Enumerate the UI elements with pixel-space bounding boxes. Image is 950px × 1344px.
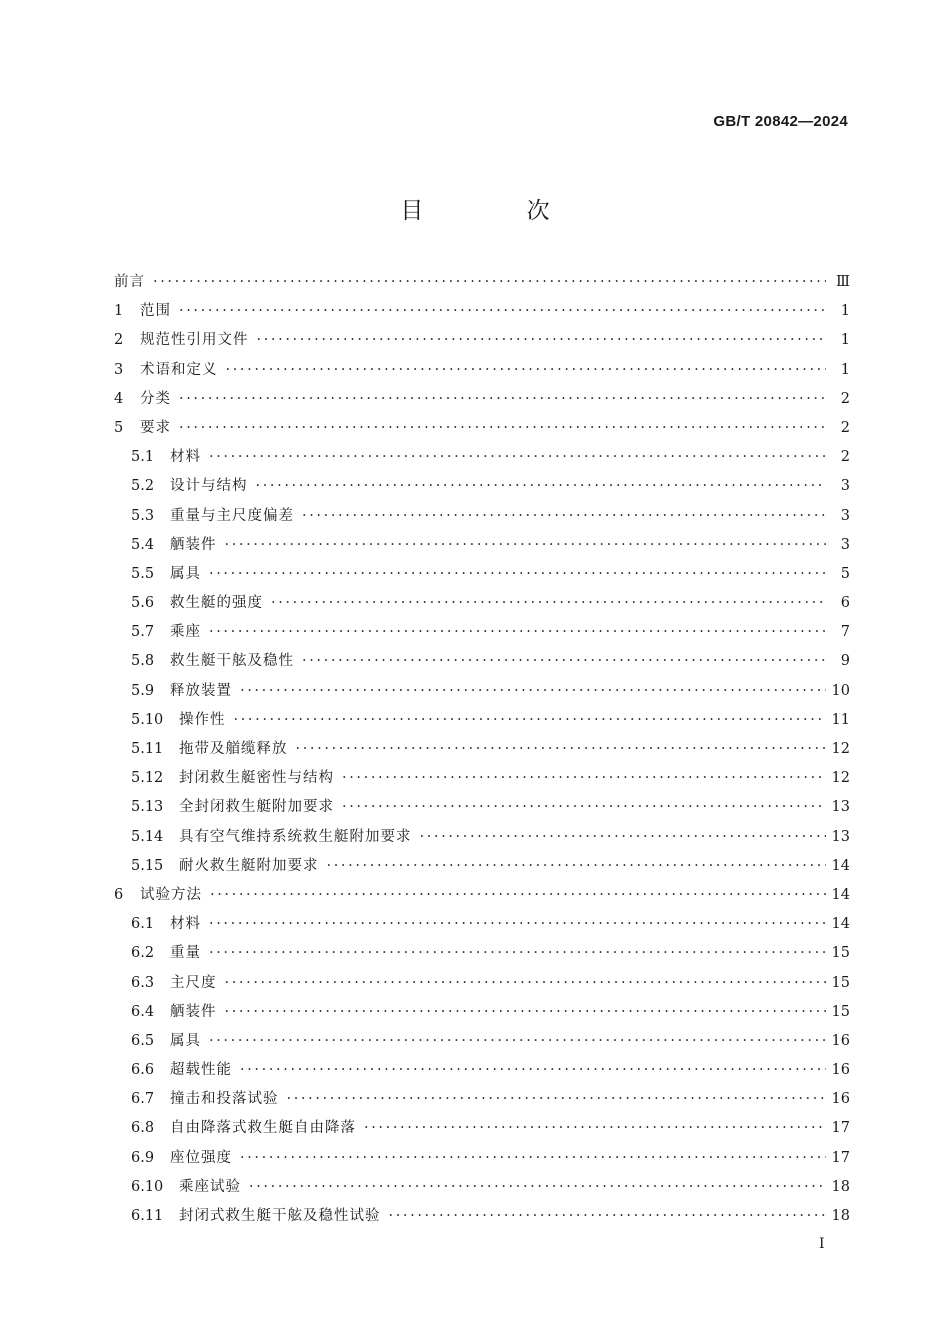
toc-dot-leader — [327, 858, 826, 874]
toc-entry-page: 3 — [840, 536, 850, 553]
toc-entry-page: 15 — [831, 1003, 850, 1020]
toc-entry-title: 乘座 — [170, 624, 201, 641]
toc-entry-page: 12 — [831, 770, 850, 787]
toc-dot-leader — [302, 653, 826, 669]
toc-entry[interactable] — [114, 1087, 850, 1116]
toc-entry-page: 2 — [840, 449, 850, 466]
toc-entry-title: 全封闭救生艇附加要求 — [179, 799, 334, 816]
toc-entry-title: 乘座试验 — [179, 1178, 241, 1195]
toc-list — [114, 270, 850, 1233]
toc-entry-number: 5.10 — [131, 711, 164, 728]
toc-entry-title: 撞击和投落试验 — [170, 1091, 279, 1108]
toc-dot-leader — [342, 799, 826, 815]
toc-entry-title: 具有空气维持系统救生艇附加要求 — [179, 828, 412, 845]
toc-entry-number: 2 — [114, 332, 124, 349]
toc-entry-page: 2 — [840, 419, 850, 436]
toc-entry-number: 6.10 — [131, 1178, 164, 1195]
toc-entry-page: 6 — [840, 595, 850, 612]
toc-entry-title: 要求 — [140, 419, 171, 436]
toc-dot-leader — [342, 770, 826, 786]
toc-entry-page: 18 — [831, 1178, 850, 1195]
toc-entry-page: 1 — [840, 361, 850, 378]
toc-dot-leader — [364, 1120, 826, 1136]
toc-entry-page: 16 — [831, 1062, 850, 1079]
toc-dot-leader — [240, 1150, 826, 1166]
toc-dot-leader — [389, 1208, 826, 1224]
toc-entry[interactable] — [114, 620, 850, 649]
toc-entry[interactable] — [114, 708, 850, 737]
toc-entry[interactable] — [114, 533, 850, 562]
toc-entry-page: 17 — [831, 1120, 850, 1137]
toc-entry[interactable] — [114, 1146, 850, 1175]
toc-entry-number: 5.6 — [131, 595, 155, 612]
toc-entry-page: 12 — [831, 741, 850, 757]
toc-entry-page: 14 — [831, 857, 850, 874]
toc-dot-leader — [302, 508, 826, 524]
toc-dot-leader — [209, 916, 826, 932]
toc-entry-title: 封闭救生艇密性与结构 — [179, 770, 334, 787]
toc-entry-number: 5.14 — [131, 828, 164, 845]
toc-entry-page: 18 — [831, 1208, 850, 1224]
toc-entry-title: 救生艇的强度 — [170, 595, 263, 612]
toc-entry-title: 舾装件 — [170, 1003, 217, 1020]
toc-entry[interactable] — [114, 679, 850, 708]
toc-entry-title: 材料 — [170, 916, 201, 933]
toc-entry-title: 范围 — [140, 303, 171, 320]
toc-entry[interactable] — [114, 416, 850, 445]
toc-entry-title: 释放装置 — [170, 682, 232, 699]
toc-entry-number: 6 — [114, 886, 124, 903]
toc-entry-number: 4 — [114, 390, 124, 407]
toc-entry[interactable] — [114, 941, 850, 970]
toc-entry-title: 操作性 — [179, 711, 226, 728]
toc-entry-number: 6.1 — [131, 916, 155, 933]
toc-entry-number: 1 — [114, 303, 124, 320]
toc-entry[interactable] — [114, 883, 850, 912]
toc-entry-page: 17 — [831, 1149, 850, 1166]
toc-entry[interactable] — [114, 504, 850, 533]
toc-entry-title: 重量与主尺度偏差 — [170, 507, 294, 524]
toc-dot-leader — [209, 1033, 826, 1049]
toc-entry-number: 5.5 — [131, 565, 155, 582]
toc-entry-number: 5.7 — [131, 624, 155, 641]
toc-entry[interactable] — [114, 766, 850, 795]
toc-entry[interactable] — [114, 1116, 850, 1145]
toc-entry-number: 5.4 — [131, 536, 155, 553]
toc-entry[interactable] — [114, 795, 850, 824]
toc-dot-leader — [209, 449, 826, 465]
toc-entry[interactable] — [114, 1058, 850, 1087]
toc-entry-number: 6.7 — [131, 1091, 155, 1108]
toc-entry[interactable] — [114, 1204, 850, 1233]
toc-entry-title: 术语和定义 — [140, 361, 218, 378]
toc-entry-title: 座位强度 — [170, 1149, 232, 1166]
toc-dot-leader — [234, 712, 826, 728]
toc-dot-leader — [240, 683, 826, 699]
toc-entry-page: 16 — [831, 1091, 850, 1108]
toc-entry-title: 前言 — [114, 274, 145, 290]
toc-entry-title: 主尺度 — [170, 974, 217, 991]
toc-entry[interactable] — [114, 299, 850, 328]
toc-entry[interactable] — [114, 270, 850, 299]
toc-dot-leader — [225, 1004, 826, 1020]
toc-entry-title: 封闭式救生艇干舷及稳性试验 — [179, 1208, 381, 1224]
toc-entry-title: 试验方法 — [140, 886, 202, 903]
toc-entry-number: 5.2 — [131, 478, 155, 495]
toc-entry-number: 5.13 — [131, 799, 164, 816]
toc-entry-number: 6.5 — [131, 1032, 155, 1049]
toc-entry-title: 属具 — [170, 1032, 201, 1049]
toc-entry-number: 6.8 — [131, 1120, 155, 1137]
toc-dot-leader — [210, 887, 826, 903]
toc-entry[interactable] — [114, 854, 850, 883]
toc-entry-page: 16 — [831, 1032, 850, 1049]
toc-entry-title: 救生艇干舷及稳性 — [170, 653, 294, 670]
toc-entry-page: 15 — [831, 945, 850, 962]
toc-entry-page: 10 — [831, 682, 850, 699]
toc-entry-title: 材料 — [170, 449, 201, 466]
toc-entry[interactable] — [114, 737, 850, 766]
toc-entry[interactable] — [114, 562, 850, 591]
toc-entry-page: 3 — [840, 507, 850, 524]
toc-entry-page: 5 — [840, 565, 850, 582]
toc-entry-number: 5.8 — [131, 653, 155, 670]
toc-entry-page: 3 — [840, 478, 850, 495]
toc-entry-page: 2 — [840, 390, 850, 407]
toc-entry-number: 6.11 — [131, 1208, 164, 1224]
toc-entry-page: 11 — [831, 711, 850, 728]
toc-entry-number: 5.15 — [131, 857, 164, 874]
toc-dot-leader — [257, 332, 827, 348]
toc-entry[interactable] — [114, 825, 850, 854]
toc-entry-number: 5.11 — [131, 741, 164, 757]
toc-dot-leader — [296, 741, 826, 757]
toc-dot-leader — [287, 1091, 826, 1107]
toc-entry-number: 6.4 — [131, 1003, 155, 1020]
toc-entry-page: 14 — [831, 886, 850, 903]
toc-entry-page: 7 — [840, 624, 850, 641]
toc-entry-title: 耐火救生艇附加要求 — [179, 857, 319, 874]
toc-entry[interactable] — [114, 474, 850, 503]
toc-dot-leader — [153, 274, 826, 290]
toc-entry-title: 分类 — [140, 390, 171, 407]
toc-entry[interactable] — [114, 912, 850, 941]
standard-code: GB/T 20842—2024 — [713, 113, 848, 130]
page-number: I — [819, 1236, 825, 1252]
toc-dot-leader — [209, 624, 826, 640]
toc-entry-page: 13 — [831, 828, 850, 845]
toc-entry-number: 5.9 — [131, 682, 155, 699]
toc-entry-number: 6.6 — [131, 1062, 155, 1079]
toc-entry-title: 自由降落式救生艇自由降落 — [170, 1120, 356, 1137]
toc-entry[interactable] — [114, 591, 850, 620]
toc-entry-page: 13 — [831, 799, 850, 816]
toc-entry[interactable] — [114, 1000, 850, 1029]
toc-entry-page: 1 — [840, 332, 850, 349]
toc-dot-leader — [240, 1062, 826, 1078]
toc-entry[interactable] — [114, 1029, 850, 1058]
page-title: 目 次 — [400, 198, 598, 224]
toc-entry[interactable] — [114, 387, 850, 416]
toc-dot-leader — [179, 303, 826, 319]
toc-entry-title: 超载性能 — [170, 1062, 232, 1079]
toc-entry-title: 重量 — [170, 945, 201, 962]
toc-dot-leader — [226, 362, 827, 378]
toc-entry-number: 5 — [114, 419, 124, 436]
toc-entry[interactable] — [114, 971, 850, 1000]
toc-entry[interactable] — [114, 358, 850, 387]
toc-entry-page: 14 — [831, 916, 850, 933]
toc-entry[interactable] — [114, 649, 850, 678]
toc-dot-leader — [256, 478, 827, 494]
toc-dot-leader — [209, 566, 826, 582]
toc-dot-leader — [271, 595, 826, 611]
toc-entry-number: 3 — [114, 361, 124, 378]
toc-dot-leader — [420, 829, 826, 845]
toc-entry-page: 1 — [840, 303, 850, 320]
toc-entry[interactable] — [114, 328, 850, 357]
toc-dot-leader — [209, 945, 826, 961]
toc-entry-number: 6.9 — [131, 1149, 155, 1166]
toc-entry-title: 拖带及艏缆释放 — [179, 741, 288, 757]
toc-entry-title: 设计与结构 — [170, 478, 248, 495]
toc-entry-page: 9 — [840, 653, 850, 670]
toc-entry-number: 5.1 — [131, 449, 155, 466]
toc-dot-leader — [179, 391, 826, 407]
toc-entry-title: 属具 — [170, 565, 201, 582]
toc-dot-leader — [179, 420, 826, 436]
toc-entry-title: 舾装件 — [170, 536, 217, 553]
toc-entry[interactable] — [114, 1175, 850, 1204]
toc-entry-number: 5.12 — [131, 770, 164, 787]
toc-entry-page: 15 — [831, 974, 850, 991]
toc-entry-number: 6.2 — [131, 945, 155, 962]
toc-entry[interactable] — [114, 445, 850, 474]
toc-dot-leader — [225, 975, 826, 991]
toc-entry-number: 6.3 — [131, 974, 155, 991]
toc-dot-leader — [225, 537, 827, 553]
toc-dot-leader — [249, 1179, 826, 1195]
toc-entry-number: 5.3 — [131, 507, 155, 524]
toc-entry-page: Ⅲ — [836, 274, 850, 290]
toc-entry-title: 规范性引用文件 — [140, 332, 249, 349]
